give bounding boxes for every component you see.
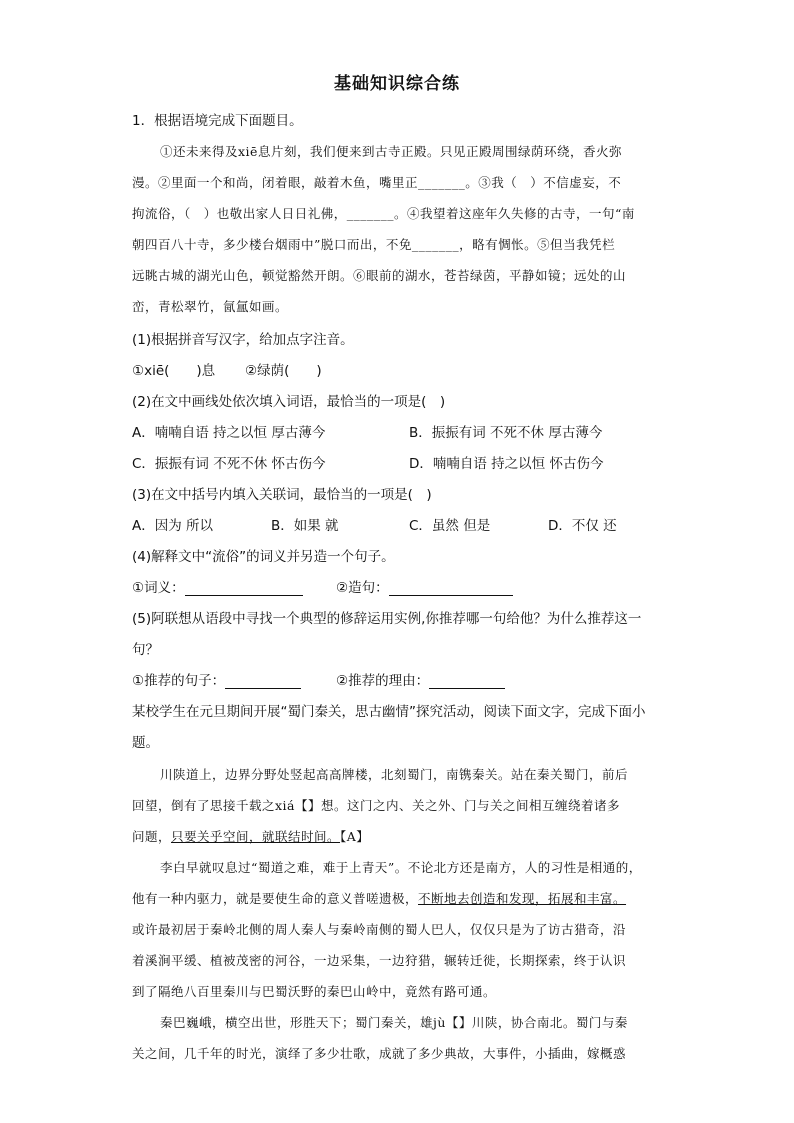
passage-line: 拘流俗，（ ）也敬出家人日日礼佛，_______。④我望着这座年久失修的古寺，一句“南 bbox=[132, 206, 635, 221]
passage-line: 远眺古城的湖光山色，顿觉豁然开朗。⑥眼前的湖水，苍苔绿茵，平静如镜；远处的山 bbox=[132, 268, 627, 283]
recommend-sentence-blank[interactable] bbox=[225, 673, 301, 689]
sub-question-3: (3)在文中括号内填入关联词，最恰当的一项是( ) bbox=[132, 487, 432, 503]
sub-question-1: (1)根据拼音写汉字，给加点字注音。 bbox=[132, 332, 354, 348]
sub-question-5: (5)阿联想从语段中寻找一个典型的修辞运用实例,你推荐哪一句给他？为什么推荐这一 bbox=[132, 611, 642, 627]
passage-text: 他有一种内驱力，就是要使生命的意义普嗟遗极， bbox=[132, 891, 419, 906]
passage-line: 或许最初居于秦岭北侧的周人秦人与秦岭南侧的蜀人巴人，仅仅只是为了访古猎奇，沿 bbox=[132, 922, 627, 937]
passage-line: 川陕道上，边界分野处竖起高高牌楼，北刻蜀门，南镌秦关。站在秦关蜀门，前后 bbox=[160, 767, 629, 782]
recommend-sentence bbox=[132, 669, 301, 689]
option-a[interactable]: A．因为 所以 bbox=[132, 518, 214, 534]
passage-line: 关之间，几千年的时光，演绎了多少壮歌，成就了多少典故，大事件，小插曲，嫁概惑 bbox=[132, 1046, 627, 1061]
passage-line: 朝四百八十寺，多少楼台烟雨中”脱口而出，不免_______，略有惆怅。⑤但当我凭栏 bbox=[132, 237, 616, 252]
passage-text: 问题， bbox=[132, 829, 172, 844]
option-b[interactable]: B．振振有词 不死不休 厚古薄今 bbox=[409, 425, 603, 441]
option-a[interactable]: A．喃喃自语 持之以恒 厚古薄今 bbox=[132, 425, 326, 441]
option-b[interactable]: B．如果 就 bbox=[271, 518, 339, 534]
meaning-blank[interactable] bbox=[185, 580, 303, 596]
underlined-sentence: 只要关乎空间，就联结时间。 bbox=[171, 829, 341, 844]
meaning-label: ①词义： bbox=[132, 580, 185, 596]
sub-question-5-cont: 句？ bbox=[132, 642, 159, 658]
recommend-sentence-label: ①推荐的句子： bbox=[132, 673, 226, 689]
question-1-stem: 1．根据语境完成下面题目。 bbox=[132, 113, 303, 129]
passage-line: 漫。②里面一个和尚，闭着眼，敲着木鱼，嘴里正_______。③我（ ）不信虚妄，不 bbox=[132, 175, 622, 190]
meaning-answer bbox=[132, 576, 303, 596]
recommend-reason-label: ②推荐的理由： bbox=[336, 673, 430, 689]
sub-question-2: (2)在文中画线处依次填入词语，最恰当的一项是( ) bbox=[132, 394, 446, 410]
underlined-sentence: 不断地去创造和发现，拓展和丰富。 bbox=[418, 891, 627, 906]
passage-line bbox=[132, 827, 369, 845]
passage-line: 着溪涧平缓、植被茂密的河谷，一边采集，一边狩猎，辗转迁徙，长期探索，终于认识 bbox=[132, 953, 627, 968]
sub-question-4: (4)解释文中“流俗”的词义并另造一个句子。 bbox=[132, 549, 395, 565]
question-2-intro-cont: 题。 bbox=[132, 735, 159, 751]
option-c[interactable]: C．振振有词 不死不休 怀古伤今 bbox=[132, 456, 326, 472]
passage-line: ①还未来得及xiē息片刻，我们便来到古寺正殿。只见正殿周围绿荫环绕，香火弥 bbox=[160, 144, 622, 159]
option-d[interactable]: D．喃喃自语 持之以恒 怀古伤今 bbox=[409, 456, 604, 472]
sentence-blank[interactable] bbox=[389, 580, 513, 596]
recommend-reason-blank[interactable] bbox=[429, 673, 505, 689]
recommend-reason bbox=[336, 669, 505, 689]
sentence-answer bbox=[336, 576, 513, 596]
passage-line: 李白早就叹息过“蜀道之难，难于上青天”。不论北方还是南方，人的习性是相通的， bbox=[160, 860, 642, 875]
passage-line: 到了隔绝八百里秦川与巴蜀沃野的秦巴山岭中，竟然有路可通。 bbox=[132, 984, 497, 999]
option-c[interactable]: C．虽然 但是 bbox=[409, 518, 491, 534]
page-title: 基础知识综合练 bbox=[334, 74, 460, 94]
passage-line: 峦，青松翠竹，氤氲如画。 bbox=[132, 299, 289, 314]
pinyin-blank-a[interactable]: ①xiē( )息 bbox=[132, 363, 216, 379]
option-d[interactable]: D．不仅 还 bbox=[548, 518, 617, 534]
pinyin-blank-b[interactable]: ②绿荫( ) bbox=[245, 363, 322, 379]
passage-line: 秦巴巍峨，横空出世，形胜天下；蜀门秦关，雄jù【】川陕，协合南北。蜀门与秦 bbox=[160, 1015, 628, 1030]
passage-line: 回望，倒有了思接千载之xiá【】想。这门之内、关之外、门与关之间相互缠绕着诸多 bbox=[132, 798, 621, 813]
question-2-intro: 某校学生在元旦期间开展“蜀门秦关，思古幽情”探究活动，阅读下面文字，完成下面小 bbox=[132, 704, 646, 720]
passage-line bbox=[132, 889, 626, 907]
blank-marker-a: 【A】 bbox=[340, 829, 370, 844]
sentence-label: ②造句： bbox=[336, 580, 389, 596]
